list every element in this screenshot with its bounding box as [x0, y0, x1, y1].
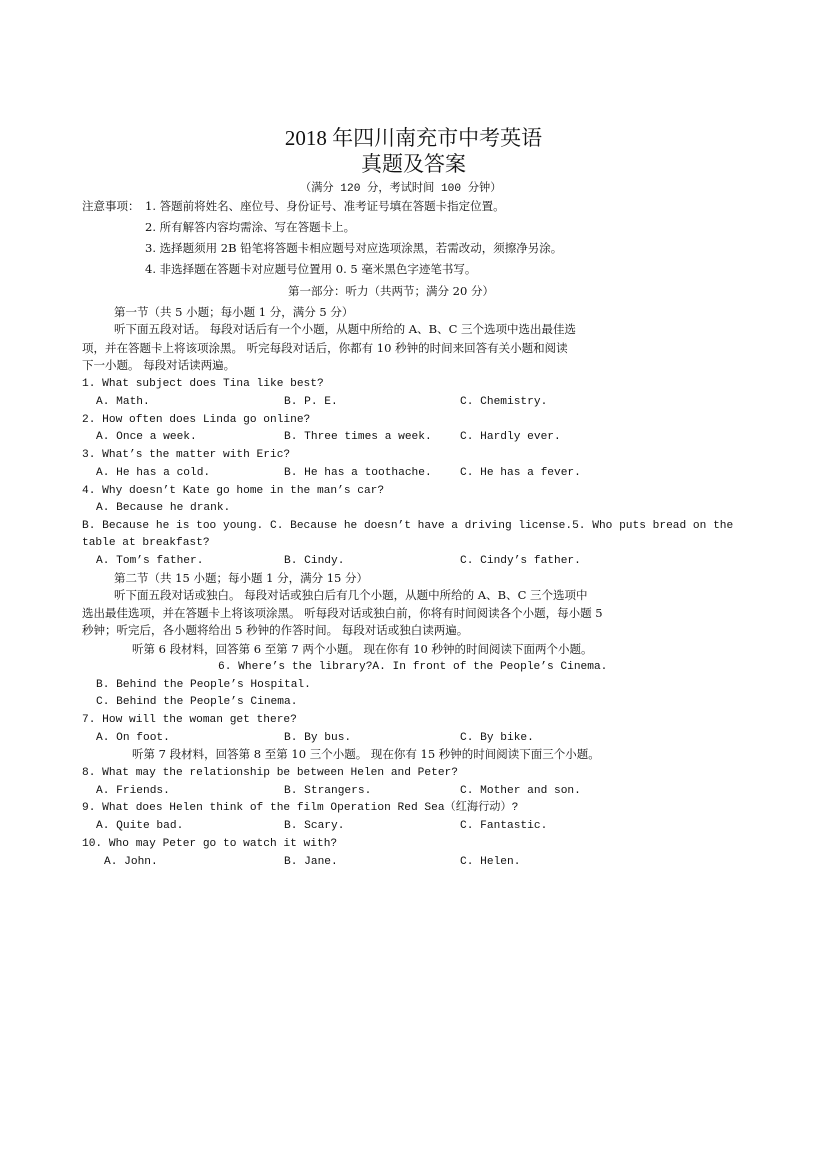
question-8-stem: 8. What may the relationship be between Helen and Peter? — [82, 767, 458, 779]
question-8-option-c: C. Mother and son. — [460, 785, 581, 797]
question-1-option-c: C. Chemistry. — [460, 396, 548, 408]
question-6-stem: 6. Where’s the library?A. In front of the People’s Cinema. — [218, 661, 608, 673]
part1-heading: 第一部分：听力（共两节；满分 20 分） — [288, 284, 494, 298]
material-7-instruction: 听第 7 段材料，回答第 8 至第 10 三个小题。 现在你有 15 秒钟的时间阅读下面三个小题。 — [132, 747, 600, 761]
note-item-3: 3. 选择题须用 2B 铅笔将答题卡相应题号对应选项涂黑，若需改动，须擦净另涂。 — [145, 241, 563, 255]
question-3-option-a: A. He has a cold. — [96, 467, 211, 479]
question-4-stem: 4. Why doesn’t Kate go home in the man’s car? — [82, 485, 385, 497]
question-9-option-b: B. Scary. — [284, 820, 345, 832]
question-9-option-a: A. Quite bad. — [96, 820, 184, 832]
question-4-options-bc-and-question-5: B. Because he is too young. C. Because he doesn’t have a driving license.5. Who puts bread on the table at breakfast? — [82, 520, 734, 549]
question-6-option-c: C. Behind the People’s Cinema. — [96, 696, 298, 708]
question-8-option-b: B. Strangers. — [284, 785, 372, 797]
question-10-option-c: C. Helen. — [460, 856, 521, 868]
question-5-option-c: C. Cindy’s father. — [460, 555, 581, 567]
question-4-option-a: A. Because he drank. — [96, 502, 231, 514]
question-2-stem: 2. How often does Linda go online? — [82, 414, 311, 426]
question-5-option-b: B. Cindy. — [284, 555, 345, 567]
question-10-stem: 10. Who may Peter go to watch it with? — [82, 838, 338, 850]
question-9-stem: 9. What does Helen think of the film Operation Red Sea（红海行动）? — [82, 802, 519, 814]
question-9-option-c: C. Fantastic. — [460, 820, 548, 832]
question-3-option-c: C. He has a fever. — [460, 467, 581, 479]
question-8-option-a: A. Friends. — [96, 785, 170, 797]
material-6-instruction: 听第 6 段材料，回答第 6 至第 7 两个小题。 现在你有 10 秒钟的时间阅读下面两个小题。 — [132, 642, 593, 656]
exam-info: （满分 120 分，考试时间 100 分钟） — [300, 183, 502, 195]
section2-heading: 第二节（共 15 小题；每小题 1 分，满分 15 分） — [114, 571, 369, 585]
question-7-option-b: B. By bus. — [284, 732, 352, 744]
question-3-option-b: B. He has a toothache. — [284, 467, 432, 479]
question-1-option-b: B. P. E. — [284, 396, 338, 408]
section2-instruction-line3: 秒钟；听完后，各小题将给出 5 秒钟的作答时间。 每段对话或独白读两遍。 — [82, 623, 469, 637]
notes-label: 注意事项： — [82, 199, 140, 213]
section1-instruction-line3: 下一小题。 每段对话读两遍。 — [82, 358, 236, 372]
section1-instruction-line1: 听下面五段对话。 每段对话后有一个小题，从题中所给的 A、B、C 三个选项中选出最佳选 — [114, 322, 577, 336]
document-title: 2018 年四川南充市中考英语 — [284, 126, 543, 150]
question-5-option-a: A. Tom’s father. — [96, 555, 204, 567]
document-subtitle: 真题及答案 — [361, 152, 466, 176]
question-2-option-c: C. Hardly ever. — [460, 431, 561, 443]
question-3-stem: 3. What’s the matter with Eric? — [82, 449, 291, 461]
section2-instruction-line1: 听下面五段对话或独白。 每段对话或独白后有几个小题，从题中所给的 A、B、C 三个选项中 — [114, 588, 588, 602]
note-item-2: 2. 所有解答内容均需涂、写在答题卡上。 — [145, 220, 356, 234]
question-10-option-a: A. John. — [104, 856, 158, 868]
section1-instruction-line2: 项，并在答题卡上将该项涂黑。 听完每段对话后，你都有 10 秒钟的时间来回答有关小题和阅读 — [82, 341, 568, 355]
question-2-option-b: B. Three times a week. — [284, 431, 432, 443]
question-2-option-a: A. Once a week. — [96, 431, 197, 443]
question-1-stem: 1. What subject does Tina like best? — [82, 378, 324, 390]
question-6-option-b: B. Behind the People’s Hospital. — [96, 679, 311, 691]
question-7-stem: 7. How will the woman get there? — [82, 714, 297, 726]
note-item-1: 1. 答题前将姓名、座位号、身份证号、准考证号填在答题卡指定位置。 — [145, 199, 505, 213]
note-item-4: 4. 非选择题在答题卡对应题号位置用 0. 5 毫米黑色字迹笔书写。 — [145, 262, 477, 276]
question-7-option-c: C. By bike. — [460, 732, 534, 744]
question-7-option-a: A. On foot. — [96, 732, 170, 744]
question-10-option-b: B. Jane. — [284, 856, 338, 868]
question-1-option-a: A. Math. — [96, 396, 150, 408]
section1-heading: 第一节（共 5 小题；每小题 1 分，满分 5 分） — [114, 305, 354, 319]
section2-instruction-line2: 选出最佳选项，并在答题卡上将该项涂黑。 听每段对话或独白前，你将有时间阅读各个小题，每小题 5 — [82, 606, 603, 620]
